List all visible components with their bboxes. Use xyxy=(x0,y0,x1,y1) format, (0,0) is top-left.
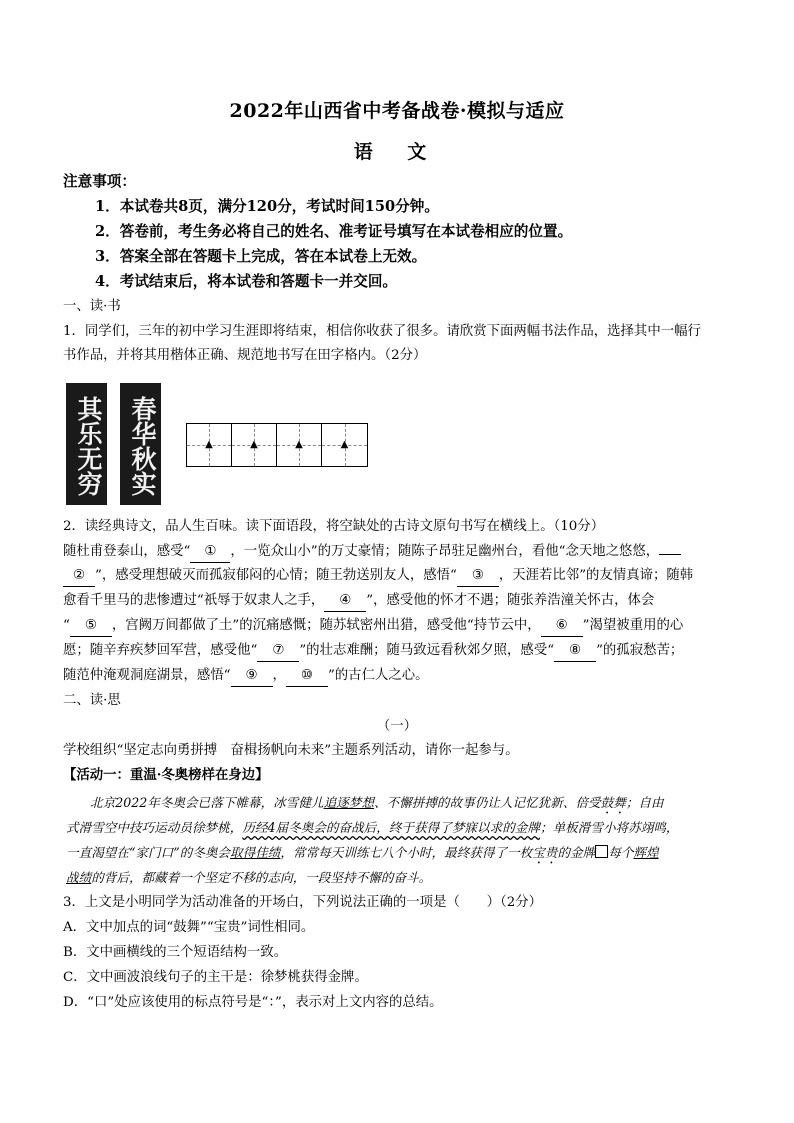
grid-cell xyxy=(232,424,277,466)
grid-cell xyxy=(187,424,232,466)
dotted-word: 鼓舞 xyxy=(600,795,626,810)
notice-item: 1．本试卷共8页，满分120分，考试时间150分钟。 xyxy=(95,198,439,215)
question-2-line: 随杜甫登泰山，感受“ ① ，一览众山小”的万丈豪情；随陈子昂驻足幽州台，看他“念天地之悠悠， xyxy=(63,542,733,563)
question-2-line: “ ⑤ ，宫阙万间都做了土”的沉痛感慨；随苏轼密州出猎，感受他“持节云中， ⑥ ”渴望被重用的心 xyxy=(63,616,733,637)
passage-line: 式滑雪空中技巧运动员徐梦桃，历经4届冬奥会的奋战后，终于获得了梦寐以求的金牌；单板滑雪小将苏翊鸣， xyxy=(66,820,679,835)
blank-7: ⑦ xyxy=(257,641,299,662)
calligraphy-work-1: 其乐无穷 xyxy=(66,383,107,505)
question-2-line: 愈看千里马的悲惨遭过“祇辱于奴隶人之手， ④ ”，感受他的怀才不遇；随张养浩潼关怀古，体会 xyxy=(63,591,733,612)
calligraphy-work-2: 春华秋实 xyxy=(120,383,161,505)
blank-8: ⑧ xyxy=(554,641,596,662)
triangle-icon: ▲ xyxy=(295,438,303,450)
question-2-line: 愿；随辛弃疾梦回军营，感受他“ ⑦ ”的壮志难酬；随马致远看秋郊夕照，感受“ ⑧ ”的孤寂愁苦； xyxy=(63,641,733,662)
question-1-line: 1．同学们，三年的初中学习生涯即将结束，相信你收获了很多。请欣赏下面两幅书法作品，选择其中一幅行 xyxy=(63,324,701,339)
blank-4: ④ xyxy=(324,591,366,612)
blank-10: ⑩ xyxy=(286,666,328,687)
question-2-line: 随范仲淹观洞庭湖景，感悟“ ⑨ ， ⑩ ”的古仁人之心。 xyxy=(63,666,733,687)
exam-title: 2022年山西省中考备战卷·模拟与适应 xyxy=(229,100,565,122)
triangle-icon: ▲ xyxy=(205,438,213,450)
tianzige-grid xyxy=(186,423,368,467)
punctuation-box xyxy=(595,845,608,858)
grid-cell xyxy=(277,424,322,466)
wavy-sentence: 历经4届冬奥会的奋战后，终于获得了梦寐以求的金牌 xyxy=(242,820,540,835)
notice-item: 3．答案全部在答题卡上完成，答在本试卷上无效。 xyxy=(95,248,427,265)
activity-intro: 学校组织“坚定志向勇拼搏 奋楫扬帆向未来”主题系列活动，请你一起参与。 xyxy=(63,743,519,758)
part2-heading: 二、读·思 xyxy=(63,693,121,708)
option-b: B．文中画横线的三个短语结构一致。 xyxy=(63,945,288,960)
notice-item: 2．答卷前，考生务必将自己的姓名、准考证号填写在本试卷相应的位置。 xyxy=(95,223,573,240)
question-3-stem: 3．上文是小明同学为活动准备的开场白，下列说法正确的一项是（ ）（2分） xyxy=(63,895,543,910)
question-1-line: 书作品，并将其用楷体正确、规范地书写在田字格内。（2分） xyxy=(63,348,427,363)
blank-2-start xyxy=(659,554,681,555)
blank-2: ② xyxy=(63,566,95,587)
question-2-line: ② ”，感受理想破灭而孤寂郁闷的心情；随王勃送别友人，感悟“ ③ ，天涯若比邻”的友情真谛；随韩 xyxy=(63,566,733,587)
option-c: C．文中画波浪线句子的主干是：徐梦桃获得金牌。 xyxy=(63,970,368,985)
part1-heading: 一、读·书 xyxy=(63,299,121,314)
notice-item: 4．考试结束后，将本试卷和答题卡一并交回。 xyxy=(95,273,398,290)
question-2-intro: 2．读经典诗文，品人生百味。读下面语段，将空缺处的古诗文原句书写在横线上。（10分） xyxy=(63,519,605,534)
underlined-phrase: 战绩 xyxy=(66,870,92,885)
blank-9: ⑨ xyxy=(231,666,273,687)
option-a: A．文中加点的词“鼓舞”“宝贵”词性相同。 xyxy=(63,920,315,935)
underlined-phrase: 追逐梦想 xyxy=(323,795,374,810)
passage-line: 一直渴望在“家门口”的冬奥会取得佳绩，常常每天训练七八个小时，最终获得了一枚宝贵的金牌 每个辉煌 xyxy=(66,845,659,860)
dotted-word: 宝贵 xyxy=(532,845,558,860)
underlined-phrase: 辉煌 xyxy=(633,845,659,860)
passage-line: 北京2022年冬奥会已落下帷幕，冰雪健儿追逐梦想、不懈拼搏的故事仍让人记忆犹新、倍受鼓舞；自由 xyxy=(90,795,664,810)
blank-5: ⑤ xyxy=(70,616,112,637)
underlined-phrase: 取得佳绩 xyxy=(230,845,281,860)
option-d: D．“口”处应该使用的标点符号是“：”，表示对上文内容的总结。 xyxy=(63,995,443,1010)
blank-1: ① xyxy=(190,542,230,563)
subject-title: 语 文 xyxy=(353,141,441,163)
section-number: （一） xyxy=(376,719,418,734)
grid-cell xyxy=(322,424,367,466)
notice-heading: 注意事项： xyxy=(63,173,136,190)
triangle-icon: ▲ xyxy=(250,438,258,450)
blank-6: ⑥ xyxy=(541,616,583,637)
blank-3: ③ xyxy=(457,566,499,587)
triangle-icon: ▲ xyxy=(340,438,349,450)
activity-heading: 【活动一：重温·冬奥榜样在身边】 xyxy=(63,767,269,783)
passage-line: 战绩的背后，都藏着一个坚定不移的志向，一段坚持不懈的奋斗。 xyxy=(66,870,432,885)
